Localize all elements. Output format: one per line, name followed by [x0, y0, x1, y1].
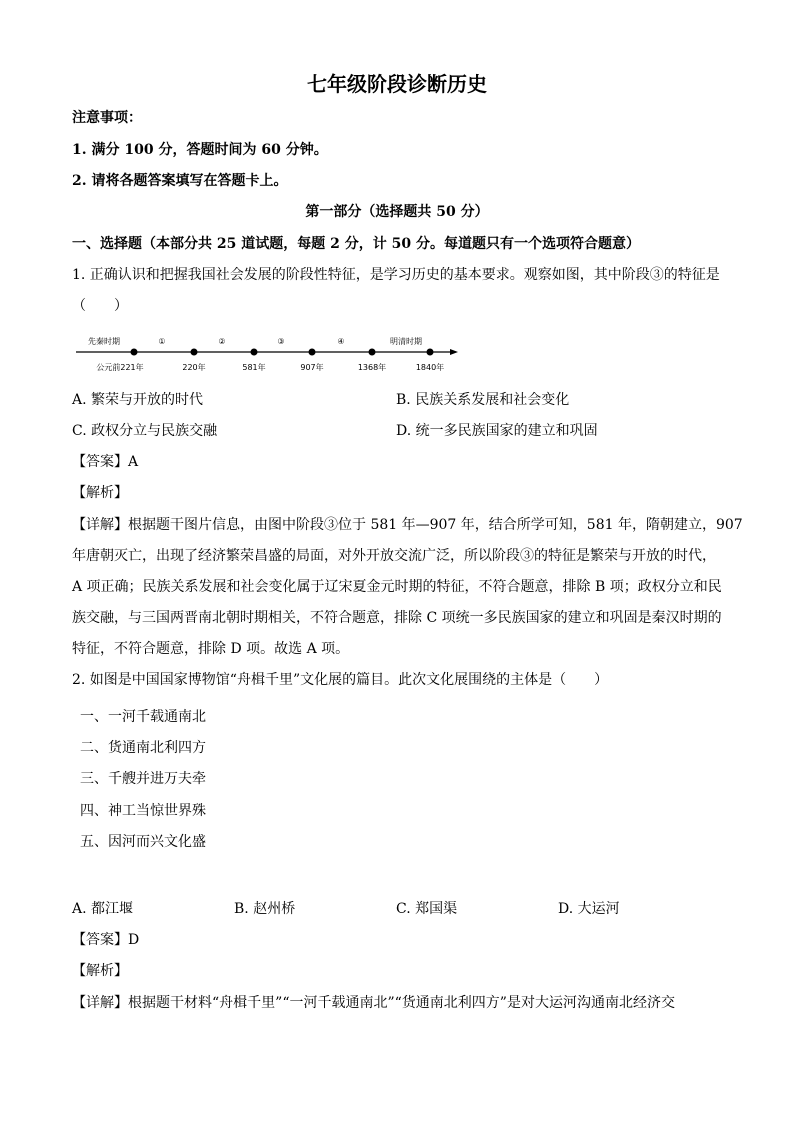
timeline-bottom-label: 1368年: [357, 363, 387, 372]
notice-item-1: 1. 满分 100 分，答题时间为 60 分钟。: [72, 142, 328, 158]
answer-value: D: [128, 932, 140, 948]
q2-stem: 2. 如图是中国国家博物馆“舟楫千里”文化展的篇目。此次文化展围绕的主体是（ ）: [72, 672, 609, 688]
q1-stem-line-2: （ ）: [72, 298, 128, 314]
timeline-node: [369, 349, 376, 356]
q1-option-b: B. 民族关系发展和社会变化: [396, 392, 570, 408]
catalog-item-5: 五、因河而兴文化盛: [80, 834, 206, 850]
q2-option-d: D. 大运河: [558, 901, 620, 917]
answer-label: 【答案】: [72, 932, 128, 948]
timeline-top-label: 先秦时期: [88, 337, 120, 346]
q1-detail-line-2: 年唐朝灭亡，出现了经济繁荣昌盛的局面，对外开放交流广泛，所以阶段③的特征是繁荣与开放的时代，: [72, 548, 716, 564]
detail-label: 【详解】: [72, 517, 128, 533]
part-title: 第一部分（选择题共 50 分）: [305, 204, 489, 220]
answer-label: 【答案】: [72, 454, 128, 470]
detail-text: 根据题干图片信息，由图中阶段③位于 581 年—907 年，结合所学可知，581 年，隋朝建立，907: [128, 517, 743, 533]
catalog-item-4: 四、神工当惊世界殊: [80, 803, 206, 819]
q2-option-a: A. 都江堰: [72, 901, 134, 917]
timeline-top-label: ①: [158, 337, 166, 346]
q1-option-d: D. 统一多民族国家的建立和巩固: [396, 423, 598, 439]
q1-detail-line-1: [72, 515, 743, 535]
timeline-bottom-label: 220年: [182, 363, 206, 372]
timeline-node: [309, 349, 316, 356]
notice-heading: 注意事项：: [72, 110, 142, 126]
timeline-figure: [72, 330, 462, 380]
q1-option-c: C. 政权分立与民族交融: [72, 423, 218, 439]
catalog-item-2: 二、货通南北利四方: [80, 740, 206, 756]
q1-analysis-label: 【解析】: [72, 485, 128, 501]
page-title: 七年级阶段诊断历史: [307, 72, 487, 96]
detail-label: 【详解】: [72, 995, 128, 1011]
timeline-top-label: ④: [337, 337, 345, 346]
catalog-item-1: 一、一河千载通南北: [80, 709, 206, 725]
timeline-bottom-label: 公元前221年: [96, 363, 144, 372]
q1-detail-line-5: 特征，不符合题意，排除 D 项。故选 A 项。: [72, 641, 350, 657]
section-title: 一、选择题（本部分共 25 道试题，每题 2 分，计 50 分。每道题只有一个选项符合题意）: [72, 236, 640, 252]
timeline-node: [191, 349, 198, 356]
timeline-bottom-label: 581年: [242, 363, 266, 372]
q1-answer: [72, 452, 138, 472]
detail-text: 根据题干材料“舟楫千里”“一河千载通南北”“货通南北利四方”是对大运河沟通南北经济交: [128, 995, 675, 1011]
q1-detail-line-4: 族交融，与三国两晋南北朝时期相关，不符合题意，排除 C 项统一多民族国家的建立和巩固是秦汉时期的: [72, 610, 722, 626]
timeline-top-label: 明清时期: [390, 337, 422, 346]
catalog-item-3: 三、千艘并进万夫牵: [80, 771, 206, 787]
q2-detail-line-1: [72, 993, 675, 1013]
timeline-top-label: ③: [277, 337, 285, 346]
notice-item-2: 2. 请将各题答案填写在答题卡上。: [72, 173, 288, 189]
q1-option-a: A. 繁荣与开放的时代: [72, 392, 204, 408]
timeline-node: [427, 349, 434, 356]
timeline-arrow-icon: [450, 349, 458, 355]
q2-option-b: B. 赵州桥: [234, 901, 296, 917]
timeline-node: [251, 349, 258, 356]
timeline-top-label: ②: [218, 337, 226, 346]
q1-stem-line-1: 1. 正确认识和把握我国社会发展的阶段性特征，是学习历史的基本要求。观察如图，其中阶段③的特征是: [72, 267, 720, 283]
answer-value: A: [128, 454, 139, 470]
q1-detail-line-3: A 项正确；民族关系发展和社会变化属于辽宋夏金元时期的特征，不符合题意，排除 B 项；政权分立和民: [72, 579, 722, 595]
timeline-node: [131, 349, 138, 356]
timeline-bottom-label: 1840年: [415, 363, 445, 372]
q2-option-c: C. 郑国渠: [396, 901, 458, 917]
q2-analysis-label: 【解析】: [72, 963, 128, 979]
q2-answer: [72, 930, 139, 950]
timeline-bottom-label: 907年: [300, 363, 324, 372]
